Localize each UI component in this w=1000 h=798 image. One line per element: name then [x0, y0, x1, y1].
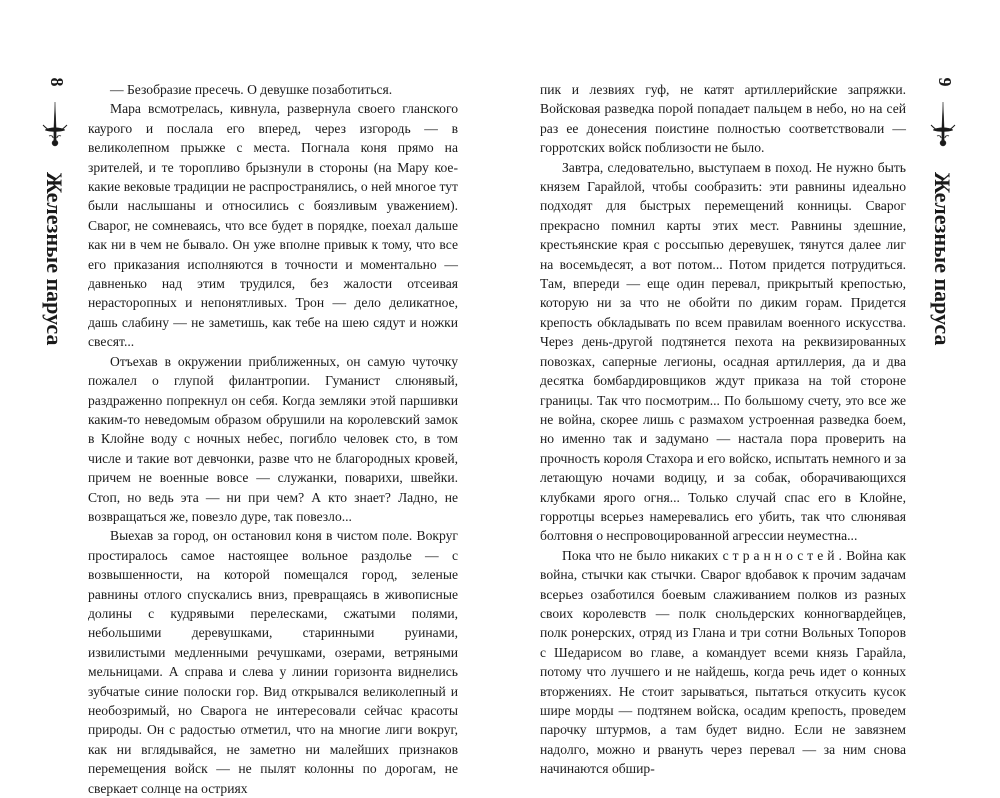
left-sidebar: [38, 70, 72, 346]
paragraph-text: Пока что не было никаких: [562, 547, 723, 563]
right-page: [500, 0, 1000, 777]
right-body-text: [540, 80, 906, 779]
paragraph: [540, 546, 906, 779]
paragraph: Отъехав в окружении приближенных, он самую чуточку пожалел о глупой филантропии. Гуманист слюнявый, раздраженно попрекнул он себя. Когда земляки этой паршивки каким-то неведомым образом обрушили на королевский замок в Клойне воду с ночных небес, погибло человек сто, в том числе и такие вот девчонки, разве что не благородных кровей, причем не военные вовсе — служанки, поварихи, швейки. Стоп, но ведь эта — ни при чем? А кто знает? Ладно, не возвращаться же, повезло дуре, так повезло...: [88, 353, 458, 524]
left-page: [0, 0, 500, 796]
paragraph-text: . Война как война, стычки как стычки. Сварог вдобавок к прочим задачам всерьез озаботился боевым слаживанием полков из разных своих королевств — полк снольдерских конногвардейцев, полк ронерских, отряд из Глана и три сотни Вольных Топоров с Шедарисом во главе, а командует всеми князь Гарайла, потому что лучшего и не найдешь, когда речь идет о конных вторжениях. Не стоит зарываться, пытаться откусить кусок шире морды — подтянем войска, осадим крепость, проведем парочку штурмов, а там будет видно. Если не завязнем надолго, можно и рвануть через перевал — за ним снова начинаются обшир-: [540, 547, 907, 777]
left-body-text: [88, 80, 458, 798]
sword-ornament-icon: [929, 100, 957, 148]
paragraph: — Безобразие пресечь. О девушке позаботиться.: [110, 82, 393, 97]
paragraph: Выехав за город, он остановил коня в чистом поле. Вокруг простиралось самое настоящее вольное раздолье — с возвышенности, на которой помещался город, зеленые равнины отлого спускались вниз, превращаясь в живописные долины с кудрявыми перелесками, сжатыми полями, небольшими деревушками, старинными руинами, извилистыми медленными речушками, озерами, ветряными мельницами. А справа и слева у линии горизонта виднелись зубчатые синие полоски гор. Вид открывался великолепный и необозримый, но Сварога не интересовали сейчас красоты природы. Он с радостью отметил, что на многие лиги вокруг, как ни вглядывайся, не заметно ни малейших признаков перемещения войск — не пылят колонны по дорогам, не сверкает солнце на остриях: [88, 528, 458, 796]
spaced-emphasis: странностей: [722, 547, 839, 563]
page-number: 9: [935, 77, 955, 87]
right-sidebar: [926, 70, 960, 346]
paragraph: Завтра, следовательно, выступаем в поход. Не нужно быть князем Гарайлой, чтобы сообразить: эти равнины идеально подходят для быстрых перемещений конницы. Сварог прекрасно помнил карты этих мест. Равнины здешние, крестьянские края с россыпью деревушек, тянутся далее лиг на восемьдесят, а вот потом... Потом придется потрудиться. Там, впереди — еще один перевал, прикрытый крепостью, которую ни за что не обойти по диким горам. Придется крепость обкладывать по всем правилам военного искусства. Через день-другой подтянется пехота на реквизированных повозках, саперные легионы, осадная артиллерия, да и два десятка бомбардировщиков ждут приказа на той стороне границы. Так что посмотрим... По большому счету, это все же не война, скорее лишь с размахом устроенная разведка боем, но именно так и задумано — настала пора проверить на прочность короля Стахора и его войско, испытать немного и за летающую ночами водицу, и за собак, оборачивающихся клубками ярого огня... Только случай спас его в Клойне, горротцы всерьез намеревались его убить, так что слюнявая болтовня о неспровоцированной агрессии неуместна...: [540, 159, 906, 544]
paragraph: пик и лезвиях гуф, не катят артиллерийские запряжки. Войсковая разведка порой попадает пальцем в небо, но на сей раз ее донесения поистине полностью соответствовали — горротских войск поблизости не было.: [540, 82, 906, 156]
sword-ornament-icon: [41, 100, 69, 148]
running-head: Железные паруса: [930, 172, 955, 346]
running-head: Железные паруса: [42, 172, 67, 346]
page-number: 8: [47, 77, 67, 87]
paragraph: Мара всмотрелась, кивнула, развернула своего гланского каурого и послала его вперед, через изгородь — в великолепном прыжке с места. Погнала коня прямо на зрителей, и те торопливо брызнули в стороны (на Мару кое-какие вековые традиции не распространялись, о ней многое тут были наслышаны и относились с боязливым уважением). Сварог, не сомневаясь, что все будет в порядке, поехал дальше как ни в чем не бывало. Он уже вполне привык к тому, что все его приказания исполняются в точности и моментально — давненько над этим трудился, без жалости отсеивая нерасторопных и непонятливых. Трон — дело деликатное, дашь слабину — не заметишь, как тебе на шею сядут и ножки свесят...: [88, 101, 458, 350]
